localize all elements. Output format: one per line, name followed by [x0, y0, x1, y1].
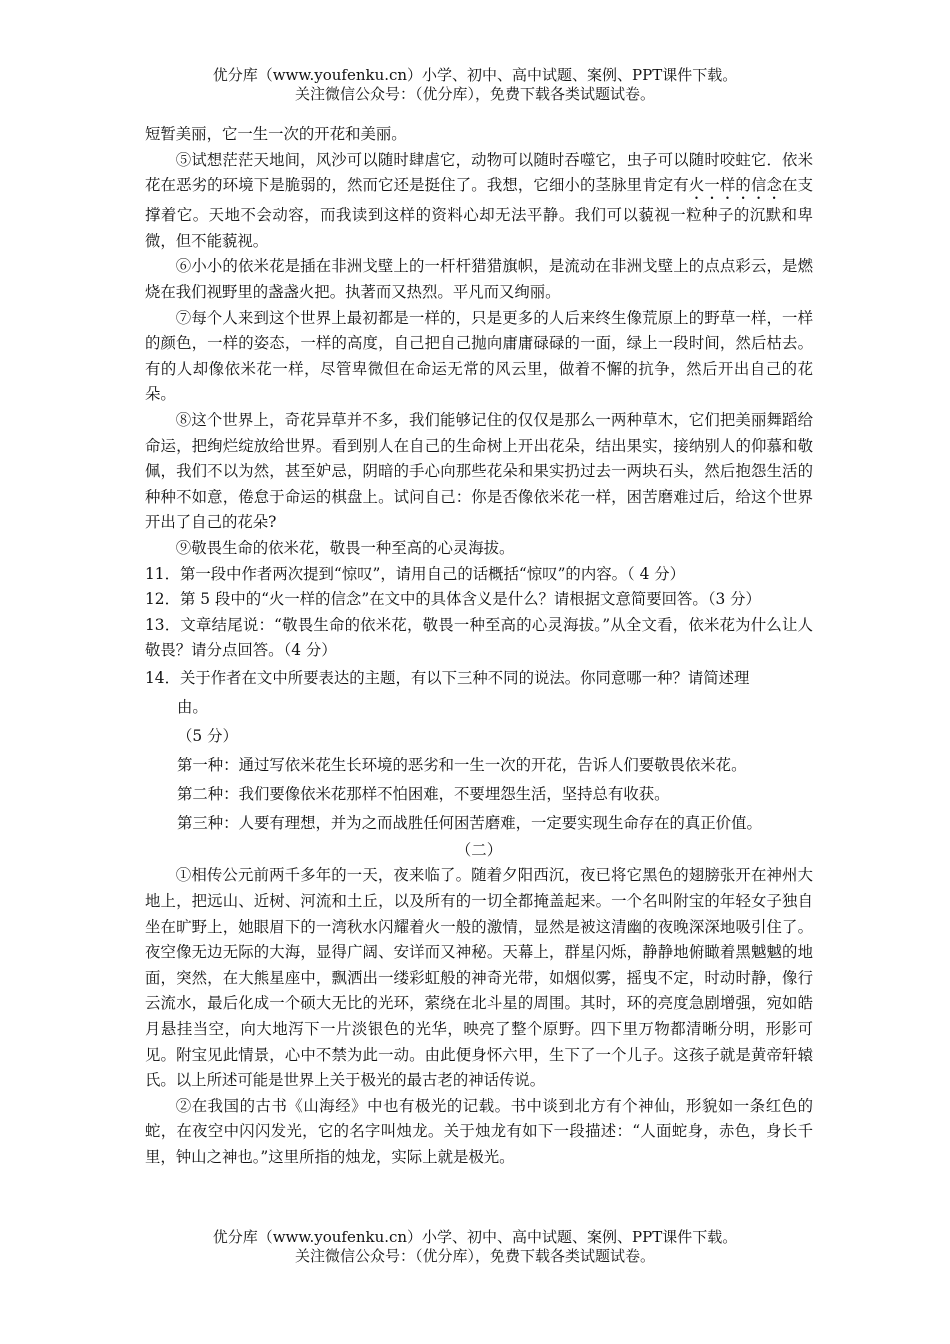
paragraph-6: ⑥小小的依米花是插在非洲戈壁上的一杆杆猎猎旗帜，是流动在非洲戈壁上的点点彩云，是燃烧在我们视野里的盏盏火把。执著而又热烈。平凡而又绚丽。: [145, 257, 813, 301]
paragraph-5-part-b: 在支撑着它。天地不会动容，而我读到这样的资料心却无法平静。我们可以藐视一粒种子的沉默和卑微，但不能藐视。: [145, 176, 813, 250]
question-14-score: （5 分）: [177, 726, 238, 745]
document-body: [145, 122, 813, 1171]
paragraph-continuation: 短暂美丽，它一生一次的开花和美丽。: [145, 125, 407, 143]
question-11: 11．第一段中作者两次提到“惊叹”，请用自己的话概括“惊叹”的内容。（ 4 分）: [145, 564, 686, 583]
question-14: 14．关于作者在文中所要表达的主题，有以下三种不同的说法。你同意哪一种？请简述理: [145, 668, 750, 687]
emphasized-phrase: 火一样的信念: [688, 176, 783, 195]
section-2-paragraph-2: ②在我国的古书《山海经》中也有极光的记载。书中谈到北方有个神仙，形貌如一条红色的蛇，在夜空中闪闪发光，它的名字叫烛龙。关于烛龙有如下一段描述：“人面蛇身，赤色，身长千里，钟山之神也。”这里所指的烛龙，实际上就是极光。: [145, 1096, 813, 1166]
header-line-1: 优分库（www.youfenku.cn）小学、初中、高中试题、案例、PPT课件下载。: [212, 66, 738, 84]
paragraph-9: ⑨敬畏生命的依米花，敬畏一种至高的心灵海拔。: [175, 538, 515, 557]
section-2-paragraph-1: ①相传公元前两千多年的一天，夜来临了。随着夕阳西沉，夜已将它黑色的翅膀张开在神州大地上，把远山、近树、河流和土丘，以及所有的一切全都掩盖起来。一个名叫附宝的年轻女子独自坐在旷野上，她眼眉下的一湾秋水闪耀着火一般的激情，显然是被这清幽的夜晚深深地吸引住了。夜空像无边无际的大海，显得广阔、安详而又神秘。天幕上，群星闪烁，静静地俯瞰着黑魆魆的地面，突然，在大熊星座中，飘洒出一缕彩虹般的神奇光带，如烟似雾，摇曳不定，时动时静，像行云流水，最后化成一个硕大无比的光环，萦绕在北斗星的周围。其时，环的亮度急剧增强，宛如皓月悬挂当空，向大地泻下一片淡银色的光华，映亮了整个原野。四下里万物都清晰分明，形影可见。附宝见此情景，心中不禁为此一动。由此便身怀六甲，生下了一个儿子。这孩子就是黄帝轩辕氏。以上所述可能是世界上关于极光的最古老的神话传说。: [145, 866, 813, 1090]
question-14-continuation: 由。: [177, 697, 208, 716]
paragraph-7: ⑦每个人来到这个世界上最初都是一样的，只是更多的人后来终生像荒原上的野草一样，一样的颜色，一样的姿态，一样的高度，自己把自己抛向庸庸碌碌的一面，绿上一段时间，然后枯去。有的人却像依米花一样，尽管卑微但在命运无常的风云里，做着不懈的抗争，然后开出自己的花朵。: [145, 308, 813, 404]
question-12: 12．第 5 段中的“火一样的信念”在文中的具体含义是什么？请根据文意简要回答。（3 分）: [145, 590, 761, 609]
option-2: 第二种：我们要像依米花那样不怕困难，不要埋怨生活，坚持总有收获。: [177, 784, 670, 803]
header-line-2: 关注微信公众号：（优分库），免费下载各类试题试卷。: [294, 85, 655, 103]
page-footer: [0, 1228, 950, 1266]
page-header: [0, 66, 950, 104]
question-13: 13．文章结尾说：“敬畏生命的依米花，敬畏一种至高的心灵海拔。”从全文看，依米花为什么让人敬畏？请分点回答。（4 分）: [145, 615, 813, 660]
section-title: （二）: [455, 840, 503, 859]
footer-line-1: 优分库（www.youfenku.cn）小学、初中、高中试题、案例、PPT课件下载。: [212, 1228, 738, 1246]
option-1: 第一种：通过写依米花生长环境的恶劣和一生一次的开花，告诉人们要敬畏依米花。: [177, 755, 747, 774]
paragraph-5: [145, 148, 813, 255]
paragraph-8: ⑧这个世界上，奇花异草并不多，我们能够记住的仅仅是那么一两种草木，它们把美丽舞蹈给命运，把绚烂绽放给世界。看到别人在自己的生命树上开出花朵，结出果实，接纳别人的仰慕和敬佩，我们不以为然，甚至妒忌，阴暗的手心向那些花朵和果实扔过去一两块石头，然后抱怨生活的种种不如意，倦怠于命运的棋盘上。试问自己：你是否像依米花一样，困苦磨难过后，给这个世界开出了自己的花朵?: [145, 410, 813, 532]
paragraph-5-part-a: ⑤试想茫茫天地间，风沙可以随时肆虐它，动物可以随时吞噬它，虫子可以随时咬蛀它．依米花在恶劣的环境下是脆弱的，然而它还是挺住了。我想，它细小的茎脉里肯定有: [145, 150, 813, 195]
footer-line-2: 关注微信公众号：（优分库），免费下载各类试题试卷。: [294, 1247, 655, 1265]
option-3: 第三种：人要有理想，并为之而战胜任何困苦磨难，一定要实现生命存在的真正价值。: [177, 813, 762, 832]
